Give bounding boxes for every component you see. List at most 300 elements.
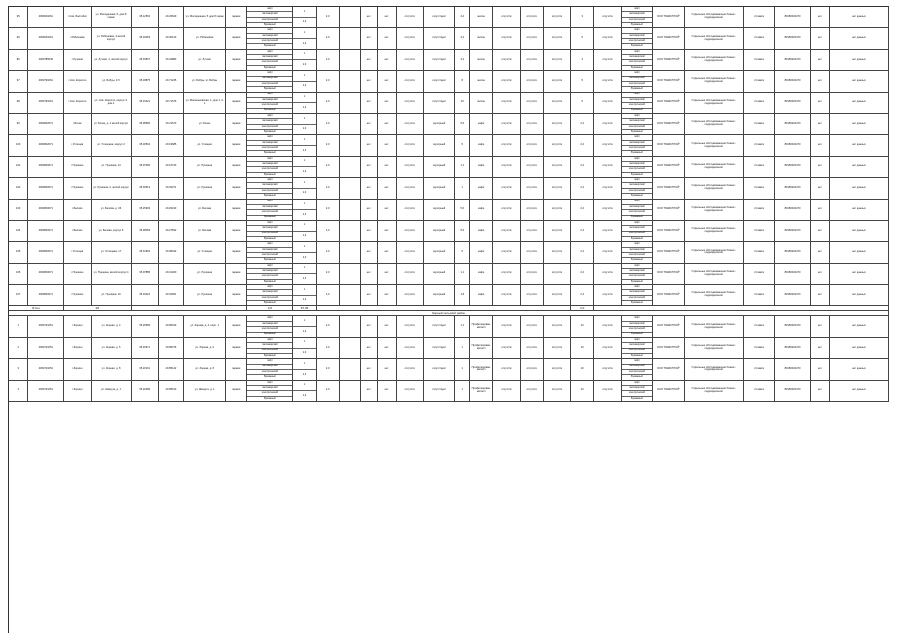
table-row	[9, 263, 889, 284]
row-prop: отсутств	[396, 263, 423, 284]
row-full-address: ул. Бобры, эт. Бобры	[184, 71, 226, 92]
row-status-1: отсутств	[493, 359, 520, 380]
lift-line: электрический	[247, 39, 292, 44]
row-code: 4060840671	[28, 220, 64, 241]
owner-line: Бумажный	[631, 194, 643, 198]
row-lift-description	[247, 49, 293, 70]
row-lift-description	[247, 156, 293, 177]
table-row	[9, 135, 889, 156]
row-flag-1	[339, 242, 360, 263]
row-status-3: отсутств	[543, 156, 570, 177]
row-yes-2: нет	[377, 359, 396, 380]
row-end-flag: нет	[810, 380, 829, 401]
row-phone: 89150004470	[775, 49, 811, 70]
owner-line: пассажирский	[622, 55, 653, 60]
row-locality: г.Лучиков	[64, 49, 91, 70]
row-qty-a	[293, 7, 316, 28]
table-row	[9, 49, 889, 70]
row-lift-description	[247, 71, 293, 92]
owner-line: Бумажный	[631, 151, 643, 155]
row-qty-a	[293, 359, 316, 380]
row-code: 4060791061	[28, 92, 64, 113]
lift-line: Бумажный	[264, 65, 276, 69]
row-status-2: отсутств	[520, 92, 543, 113]
row-status-3: отсутств	[543, 380, 570, 401]
row-floors: 4,2	[455, 7, 470, 28]
owner-line: Бумажный	[631, 279, 643, 283]
row-material: мусорный	[423, 242, 455, 263]
row-full-address: ул. Шмидта, д. 1	[184, 380, 226, 401]
row-code: 4060840671	[28, 263, 64, 284]
row-end-flag: нет	[810, 28, 829, 49]
row-locality: г.Пушкино	[64, 263, 91, 284]
row-owner-notes	[621, 285, 653, 306]
owner-line: электрический	[622, 189, 653, 194]
row-status-2: отсутств	[520, 263, 543, 284]
row-longitude: 40.30143	[158, 28, 183, 49]
row-cover: Профилирован. металл	[470, 380, 493, 401]
row-end-flag: нет	[810, 359, 829, 380]
owner-line: лифт	[622, 93, 653, 98]
owner-line: пассажирский	[622, 290, 653, 295]
row-address: ул. Углищева, 17	[91, 242, 131, 263]
row-longitude: 40.26243	[158, 199, 183, 220]
row-yes-2: нет	[377, 92, 396, 113]
row-organization: ООО "РЕМСТРОЙ"	[653, 92, 685, 113]
owner-line: электрический	[622, 253, 653, 258]
row-address: ул. Белова, д. 36	[91, 199, 131, 220]
row-phone: 89150004470	[775, 263, 811, 284]
row-status-1: отсутств	[493, 316, 520, 337]
owner-line: пассажирский	[622, 119, 653, 124]
owner-line: лифт	[622, 71, 653, 76]
row-cover: жилое	[470, 7, 493, 28]
row-city: г.Славск	[743, 359, 775, 380]
row-code: 4060840671	[28, 285, 64, 306]
row-cover: жилое	[470, 92, 493, 113]
row-status-1: отсутств	[493, 7, 520, 28]
row-qty-a	[293, 263, 316, 284]
row-yes-1: нет	[360, 380, 377, 401]
row-qty-b: 2,0	[316, 220, 339, 241]
row-code: 4060791061	[28, 71, 64, 92]
row-locality: г.Углищев	[64, 242, 91, 263]
row-status-1: отсутств	[493, 285, 520, 306]
lift-line: пассажирский	[247, 205, 292, 210]
lift-line: лифт	[247, 338, 292, 343]
lift-line: электрический	[247, 82, 292, 87]
row-status-3: отсутств	[543, 220, 570, 241]
owner-line: пассажирский	[622, 226, 653, 231]
row-floors: 5,6	[455, 199, 470, 220]
owner-line: лифт	[622, 7, 653, 12]
table-row	[9, 359, 889, 380]
row-longitude: 40.71225	[158, 71, 183, 92]
row-longitude: 40.27842	[158, 220, 183, 241]
row-end-flag: нет	[810, 178, 829, 199]
owner-line: пассажирский	[622, 12, 653, 17]
row-longitude: 40.31460	[158, 263, 183, 284]
row-full-address: ул. Зорная, д. 6	[184, 337, 226, 358]
row-status-1: отсутств	[493, 178, 520, 199]
row-address: ул. Лучики, 4, жилой корпус	[91, 49, 131, 70]
lift-line: Бумажный	[264, 300, 276, 304]
row-cover: кафе	[470, 285, 493, 306]
row-floors: 5	[455, 242, 470, 263]
row-status-2: отсутств	[520, 285, 543, 306]
row-address: ул. Зорная, д. 8	[91, 359, 131, 380]
row-yes-1: нет	[360, 178, 377, 199]
qty-value: 2,0	[302, 234, 307, 238]
row-number: 103	[9, 199, 28, 220]
owner-line: электрический	[622, 167, 653, 172]
row-lift-description	[247, 337, 293, 358]
row-status-2: отсутств	[520, 199, 543, 220]
owner-line: лифт	[622, 338, 653, 343]
row-qty-b: 2,0	[316, 285, 339, 306]
row-material: отсутствует	[423, 380, 455, 401]
row-count: 2,4	[571, 135, 594, 156]
owner-line: пассажирский	[622, 77, 653, 82]
row-floors: 1	[455, 337, 470, 358]
table-row	[9, 7, 889, 28]
owner-line: пассажирский	[622, 248, 653, 253]
lift-line: электрический	[247, 210, 292, 215]
row-count: 5	[571, 28, 594, 49]
row-end-status: нет данных	[829, 135, 888, 156]
row-status-1: отсутств	[493, 199, 520, 220]
row-material: мусорный	[423, 178, 455, 199]
owner-line: пассажирский	[622, 34, 653, 39]
lift-line: электрический	[247, 60, 292, 65]
owner-line: Бумажный	[631, 87, 643, 91]
row-code: 4060840671	[28, 156, 64, 177]
row-site-type: гаражи	[226, 316, 247, 337]
row-lift-description	[247, 242, 293, 263]
row-phone: 89150004470	[775, 7, 811, 28]
row-yes-1: нет	[360, 156, 377, 177]
lift-line: пассажирский	[247, 365, 292, 370]
row-qty-b: 2,0	[316, 359, 339, 380]
row-qty-b: 2,0	[316, 135, 339, 156]
qty-value: 2,0	[302, 63, 307, 67]
row-longitude: 40.26629	[158, 7, 183, 28]
row-city: г.Славск	[743, 316, 775, 337]
row-city: г.Славск	[743, 113, 775, 134]
row-prop: отсутств	[396, 220, 423, 241]
row-status-4: отсутств	[594, 316, 621, 337]
row-count: 2,4	[571, 285, 594, 306]
row-code: 4060842671	[28, 135, 64, 156]
row-yes-1: нет	[360, 113, 377, 134]
row-qty-a	[293, 156, 316, 177]
lift-line: пассажирский	[247, 34, 292, 39]
row-yes-2: нет	[377, 178, 396, 199]
owner-line: электрический	[622, 370, 653, 375]
row-end-status: нет данных	[829, 285, 888, 306]
row-count: 2,4	[571, 113, 594, 134]
lift-line: Бумажный	[264, 215, 276, 219]
qty-value: 1	[293, 338, 315, 349]
qty-value: 2,0	[302, 372, 307, 376]
row-end-flag: нет	[810, 285, 829, 306]
row-yes-1: нет	[360, 220, 377, 241]
row-material: мусорный	[423, 285, 455, 306]
lift-line: электрический	[247, 189, 292, 194]
row-longitude: 40.71576	[158, 92, 183, 113]
row-phone: 89150004470	[775, 156, 811, 177]
row-locality: г.Зорино	[64, 359, 91, 380]
row-flag-1	[339, 7, 360, 28]
row-count: 2,4	[571, 263, 594, 284]
row-address: ул. Зорная, д. 4	[91, 316, 131, 337]
lift-line: Бумажный	[264, 194, 276, 198]
row-end-flag: нет	[810, 263, 829, 284]
row-flag-1	[339, 71, 360, 92]
row-site-type: гаражи	[226, 7, 247, 28]
row-owner-notes	[621, 242, 653, 263]
row-address: ул. Пушкина, 14	[91, 156, 131, 177]
row-prop: отсутств	[396, 285, 423, 306]
row-city: г.Славск	[743, 135, 775, 156]
table-row	[9, 380, 889, 401]
lift-line: электрический	[247, 391, 292, 396]
row-site-type: гаражи	[226, 113, 247, 134]
lift-line: пассажирский	[247, 343, 292, 348]
lift-line: электрический	[247, 296, 292, 301]
row-prop: отсутств	[396, 92, 423, 113]
table-row	[9, 316, 889, 337]
lift-line: пассажирский	[247, 119, 292, 124]
owner-line: пассажирский	[622, 183, 653, 188]
lift-line: Бумажный	[264, 22, 276, 26]
row-end-status: нет данных	[829, 113, 888, 134]
row-full-address: ул. Молодежная, 5 дом 8 гараж	[184, 7, 226, 28]
row-latitude: 35.02513	[131, 178, 158, 199]
lift-line: пассажирский	[247, 183, 292, 188]
row-longitude: 40.21673	[158, 113, 183, 134]
row-locality: г.Пушкино	[64, 156, 91, 177]
lift-line: лифт	[247, 114, 292, 119]
row-prop: отсутств	[396, 156, 423, 177]
row-lift-description	[247, 316, 293, 337]
row-lift-description	[247, 199, 293, 220]
row-qty-b: 2,0	[316, 7, 339, 28]
qty-value: 1	[293, 28, 315, 39]
row-yes-2: нет	[377, 263, 396, 284]
row-site-type: гаражи	[226, 199, 247, 220]
lift-line: пассажирский	[247, 248, 292, 253]
row-address: ул. Бобры, 3-5	[91, 71, 131, 92]
row-status-2: отсутств	[520, 28, 543, 49]
row-end-flag: нет	[810, 242, 829, 263]
row-longitude: 40.85142	[158, 359, 183, 380]
row-yes-2: нет	[377, 49, 396, 70]
row-yes-1: нет	[360, 359, 377, 380]
row-yes-1: нет	[360, 263, 377, 284]
row-code: 4060641061	[28, 28, 64, 49]
qty-value: 1	[293, 178, 315, 189]
row-phone: 89150004470	[775, 316, 811, 337]
row-longitude: 40.85613	[158, 380, 183, 401]
lift-line: электрический	[247, 103, 292, 108]
row-material: мусорный	[423, 220, 455, 241]
row-latitude: 35.07082	[131, 156, 158, 177]
row-organization: ООО "РЕМСТРОЙ"	[653, 220, 685, 241]
owner-line: лифт	[622, 221, 653, 226]
row-status-1: отсутств	[493, 242, 520, 263]
row-address: ул. Белова, корпус 5	[91, 220, 131, 241]
row-end-flag: нет	[810, 156, 829, 177]
row-status-3: отсутств	[543, 285, 570, 306]
row-address: ул. Зорная, д. 6	[91, 337, 131, 358]
row-prop: отсутств	[396, 380, 423, 401]
row-code: 4060741051	[28, 359, 64, 380]
row-yes-2: нет	[377, 199, 396, 220]
row-prop: отсутств	[396, 49, 423, 70]
row-locality: г.Сов. Балтийск	[64, 7, 91, 28]
row-site-type: гаражи	[226, 135, 247, 156]
row-flag-1	[339, 337, 360, 358]
row-count: 10	[571, 316, 594, 337]
lift-line: лифт	[247, 285, 292, 290]
row-count: 5	[571, 92, 594, 113]
row-lift-description	[247, 263, 293, 284]
lift-line: электрический	[247, 146, 292, 151]
owner-line: лифт	[622, 316, 653, 321]
row-status-3: отсутств	[543, 359, 570, 380]
owner-line: электрический	[622, 103, 653, 108]
row-owner-notes	[621, 178, 653, 199]
qty-value: 2,0	[302, 351, 307, 355]
row-owner-notes	[621, 7, 653, 28]
row-status-1: отсутств	[493, 92, 520, 113]
row-site-type: гаражи	[226, 337, 247, 358]
row-site-type: гаражи	[226, 242, 247, 263]
row-number: 86	[9, 49, 28, 70]
row-number: 102	[9, 178, 28, 199]
owner-line: пассажирский	[622, 98, 653, 103]
lift-line: Бумажный	[264, 236, 276, 240]
row-material: отсутствует	[423, 7, 455, 28]
owner-line: лифт	[622, 264, 653, 269]
table-row	[9, 178, 889, 199]
row-qty-b: 2,0	[316, 199, 339, 220]
lift-line: лифт	[247, 50, 292, 55]
row-full-address: ул. Углищев	[184, 242, 226, 263]
owner-line: пассажирский	[622, 162, 653, 167]
row-owner-notes	[621, 28, 653, 49]
row-organization: ООО "РЕМСТРОЙ"	[653, 316, 685, 337]
row-longitude: 40.44883	[158, 49, 183, 70]
row-site-type: гаражи	[226, 28, 247, 49]
row-service: Отдельные обслуживающие бизнес-подразделения	[684, 178, 743, 199]
lift-line: лифт	[247, 200, 292, 205]
owner-line: пассажирский	[622, 141, 653, 146]
row-status-4: отсутств	[594, 49, 621, 70]
row-service: Отдельные обслуживающие бизнес-подразделения	[684, 285, 743, 306]
row-qty-b: 2,0	[316, 316, 339, 337]
row-service: Отдельные обслуживающие бизнес-подразделения	[684, 242, 743, 263]
row-prop: отсутств	[396, 113, 423, 134]
row-qty-a	[293, 71, 316, 92]
row-qty-a	[293, 92, 316, 113]
lift-line: лифт	[247, 71, 292, 76]
row-city: г.Славск	[743, 7, 775, 28]
row-city: г.Славск	[743, 156, 775, 177]
row-latitude: 35.16053	[131, 28, 158, 49]
row-cover: кафе	[470, 113, 493, 134]
table-body-b	[9, 316, 889, 402]
row-material: отсутствует	[423, 337, 455, 358]
row-cover: Профилирован. металл	[470, 359, 493, 380]
owner-line: электрический	[622, 146, 653, 151]
owner-line: Бумажный	[631, 65, 643, 69]
row-cover: кафе	[470, 220, 493, 241]
row-locality: г.Пушкино	[64, 285, 91, 306]
row-yes-2: нет	[377, 71, 396, 92]
lift-line: лифт	[247, 264, 292, 269]
row-yes-1: нет	[360, 28, 377, 49]
row-yes-2: нет	[377, 7, 396, 28]
qty-value: 1	[293, 114, 315, 125]
lift-line: лифт	[247, 178, 292, 183]
table-body-a	[9, 7, 889, 306]
row-phone: 89150004470	[775, 242, 811, 263]
row-site-type: гаражи	[226, 359, 247, 380]
row-lift-description	[247, 380, 293, 401]
row-status-2: отсутств	[520, 220, 543, 241]
owner-line: электрический	[622, 274, 653, 279]
row-latitude: 35.12693	[131, 242, 158, 263]
row-status-2: отсутств	[520, 113, 543, 134]
row-locality: г.Рябиновка	[64, 28, 91, 49]
row-phone: 89150004470	[775, 92, 811, 113]
row-lift-description	[247, 135, 293, 156]
subtotal-count: 28	[64, 306, 131, 311]
owner-line: электрический	[622, 349, 653, 354]
owner-line: Бумажный	[631, 22, 643, 26]
row-latitude: 35.18532	[131, 135, 158, 156]
qty-value: 2,0	[302, 84, 307, 88]
row-status-2: отсутств	[520, 359, 543, 380]
owner-line: лифт	[622, 135, 653, 140]
lift-line: лифт	[247, 381, 292, 386]
row-qty-a	[293, 220, 316, 241]
row-yes-2: нет	[377, 285, 396, 306]
row-status-3: отсутств	[543, 263, 570, 284]
row-floors: 8	[455, 71, 470, 92]
row-organization: ООО "РЕМСТРОЙ"	[653, 285, 685, 306]
row-floors: 1,1	[455, 156, 470, 177]
subtotal-q2: 87,05	[293, 306, 316, 311]
row-owner-notes	[621, 359, 653, 380]
owner-line: лифт	[622, 28, 653, 33]
row-status-1: отсутств	[493, 337, 520, 358]
row-full-address: ул. Лучики	[184, 49, 226, 70]
row-yes-2: нет	[377, 380, 396, 401]
qty-value: 1	[293, 359, 315, 370]
row-end-status: нет данных	[829, 7, 888, 28]
row-end-status: нет данных	[829, 156, 888, 177]
row-flag-1	[339, 199, 360, 220]
lift-line: пассажирский	[247, 12, 292, 17]
owner-line: Бумажный	[631, 300, 643, 304]
row-end-flag: нет	[810, 49, 829, 70]
row-longitude: 40.03371	[158, 178, 183, 199]
row-status-1: отсутств	[493, 113, 520, 134]
registry-table	[9, 7, 889, 402]
